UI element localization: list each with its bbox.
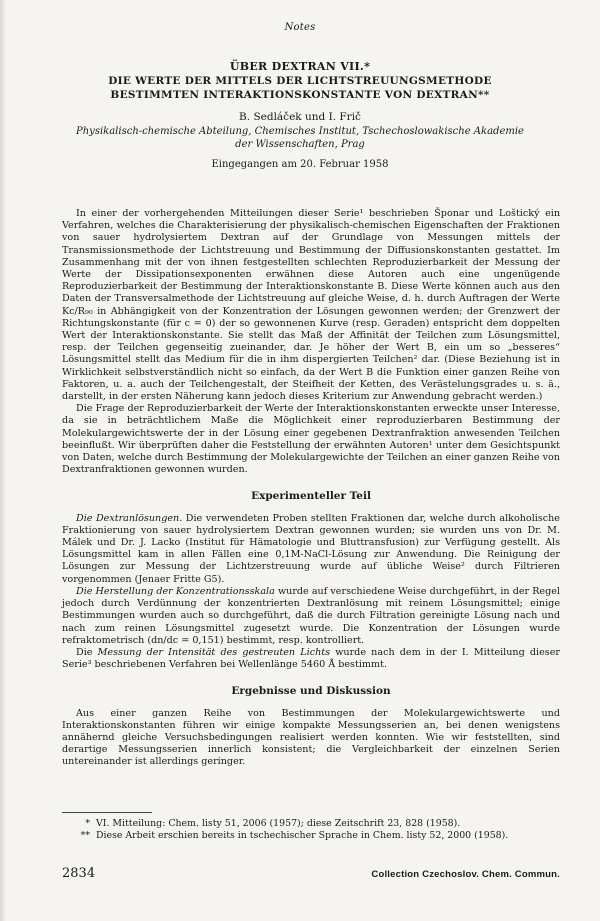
footnote bbox=[62, 818, 560, 830]
article-title-line-2: DIE WERTE DER MITTELS DER LICHTSTREUUNGSMETHODE bbox=[108, 75, 492, 87]
article-title-line-3: BESTIMMTEN INTERAKTIONSKONSTANTE VON DEXTRAN** bbox=[110, 89, 490, 101]
results-paragraph-1: Aus einer ganzen Reihe von Bestimmungen der Molekulargewichtswerte und Interaktionskonstanten führen wir einige kompakte Messungsserien an, bei denen wenigstens annähernd gleiche Versuchsbedingungen realisiert werden konnten. Wie wir feststellten, sind derartige Messungsserien innerlich konsistent; die Vergleichbarkeit der einzelnen Serien untereinander ist allerdings geringer. bbox=[62, 707, 560, 768]
article-title-line-1: ÜBER DEXTRAN VII.* bbox=[229, 60, 371, 73]
intro-paragraph-1: In einer der vorhergehenden Mitteilungen dieser Serie¹ beschrieben Šponar und Loštický ein Verfahren, welches die Charakterisierung der physikalisch-chemischen Eigenschaften der Fraktionen von sauer hydrolysiertem Dextran auf der Grundlage von Messungen mittels der Transmissionsmethode der Lichtstreuung und Bestimmung der Diffusionskonstanten gestattet. Im Zusammenhang mit der von ihnen festgestellten schlechten Reproduzierbarkeit der Messung der Werte der Dissipationsexponenten erwähnen diese Autoren auch eine ungenügende Reproduzierbarkeit der Bestimmung der Interaktionskonstante B. Diese Werte können auch aus den Daten der Transversalmethode der Lichtstreuung auf gleiche Weise, d. h. durch Auftragen der Werte Kc/R₉₀ in Abhängigkeit von der Konzentration der Lösungen gewonnen werden; der Grenzwert der Richtungskonstante (für c = 0) der so gewonnenen Kurve (resp. Geraden) entspricht dem doppelten Wert der Interaktionskonstante. Sie stellt das Maß der Affinität der Teilchen zum Lösungsmittel, resp. der Teilchen gegenseitig zueinander, dar. Je höher der Wert B, ein um so „besseres“ Lösungsmittel stellt das Medium für die in ihm dispergierten Teilchen² dar. (Diese Beziehung ist in Wirklichkeit selbstverständlich nicht so einfach, da der Wert B die Funktion einer ganzen Reihe von Faktoren, u. a. auch der Teilchengestalt, der Steifheit der Ketten, des Verästelungsgrades u. s. ä., darstellt, in der ersten Näherung kann jedoch dieses Kriterium zur Anwendung gebracht werden.) bbox=[62, 208, 560, 403]
paragraph-text: wurde nach dem in der I. Mitteilung dieser Serie³ beschriebenen Verfahren bei Wellenlänge 5460 Å bestimmt. bbox=[62, 646, 560, 671]
paragraph-text: wurde auf verschiedene Weise durchgeführt, in der Regel jedoch durch Verdünnung der konzentrierten Dextranlösung mit reinem Lösungsmittel; einige Bestimmungen wurden auch so durchgeführt, daß die durch Filtration gereinigte Lösung nach und nach zum reinen Lösungsmittel zugesetzt wurde. Die Konzentration der Lösungen wurde refraktometrisch (dn/dc = 0,151) bestimmt, resp. kontrolliert. bbox=[62, 585, 560, 646]
experimental-paragraph-1 bbox=[62, 513, 560, 586]
experimental-paragraph-3 bbox=[62, 647, 560, 671]
section-heading-experimental: Experimenteller Teil bbox=[251, 490, 371, 503]
running-header: Notes bbox=[284, 22, 316, 33]
scan-edge-shadow bbox=[0, 0, 6, 921]
footnote-divider bbox=[62, 812, 152, 813]
run-in-heading: Die Dextranlösungen. bbox=[76, 512, 183, 524]
affiliation-line-1: Physikalisch-chemische Abteilung, Chemisches Institut, Tschechoslowakische Akademie bbox=[76, 126, 524, 137]
article-body bbox=[62, 208, 560, 769]
paragraph-text: Die bbox=[76, 646, 98, 658]
page-number: 2834 bbox=[62, 866, 96, 881]
run-in-heading: Die Herstellung der Konzentrationsskala bbox=[76, 585, 275, 597]
experimental-paragraph-2 bbox=[62, 586, 560, 647]
footnote-text: VI. Mitteilung: Chem. listy 51, 2006 (1957); diese Zeitschrift 23, 828 (1958). bbox=[96, 818, 461, 829]
intro-paragraph-2: Die Frage der Reproduzierbarkeit der Werte der Interaktionskonstanten erweckte unser Interesse, da sie in beträchtlichem Maße die Möglichkeit einer reproduzierbaren Bestimmung der Molekulargewichtswerte der in der Lösung einer gegebenen Dextranfraktion anwesenden Teilchen beeinflußt. Wir überprüften daher die Feststellung der erwähnten Autoren¹ unter dem Gesichtspunkt von Daten, welche durch Bestimmung der Molekulargewichte der Teilchen an einer ganzen Reihe von Dextranfraktionen gewonnen wurden. bbox=[62, 403, 560, 476]
page-footer bbox=[62, 866, 560, 881]
footnotes bbox=[62, 818, 560, 842]
footnote-text: Diese Arbeit erschien bereits in tschechischer Sprache in Chem. listy 52, 2000 (1958). bbox=[96, 830, 509, 841]
section-heading-results: Ergebnisse und Diskussion bbox=[231, 685, 391, 698]
footnote-mark: * bbox=[85, 818, 90, 829]
affiliation bbox=[40, 125, 560, 151]
affiliation-line-2: der Wissenschaften, Prag bbox=[235, 139, 365, 150]
title-block bbox=[40, 60, 560, 170]
received-date: Eingegangen am 20. Februar 1958 bbox=[211, 159, 389, 170]
paragraph-text: Die verwendeten Proben stellten Fraktionen dar, welche durch alkoholische Fraktionierung von sauer hydrolysiertem Dextran gewonnen wurden; sie wurden uns von Dr. M. Málek und Dr. J. Lacko (Institut für Hämatologie und Bluttransfusion) zur Verfügung gestellt. Als Lösungsmittel kam in allen Fällen eine 0,1M-NaCl-Lösung zur Anwendung. Die Reinigung der Lösungen zur Messung der Lichtzerstreuung wurde auf übliche Weise² durch Filtrieren vorgenommen (Jenaer Fritte G5). bbox=[62, 512, 560, 585]
journal-name: Collection Czechoslov. Chem. Commun. bbox=[371, 869, 560, 880]
footnote-mark: ** bbox=[80, 830, 90, 841]
run-in-heading: Messung der Intensität des gestreuten Lichts bbox=[97, 646, 331, 658]
footnote bbox=[62, 830, 560, 842]
authors: B. Sedláček und I. Frič bbox=[239, 111, 361, 123]
